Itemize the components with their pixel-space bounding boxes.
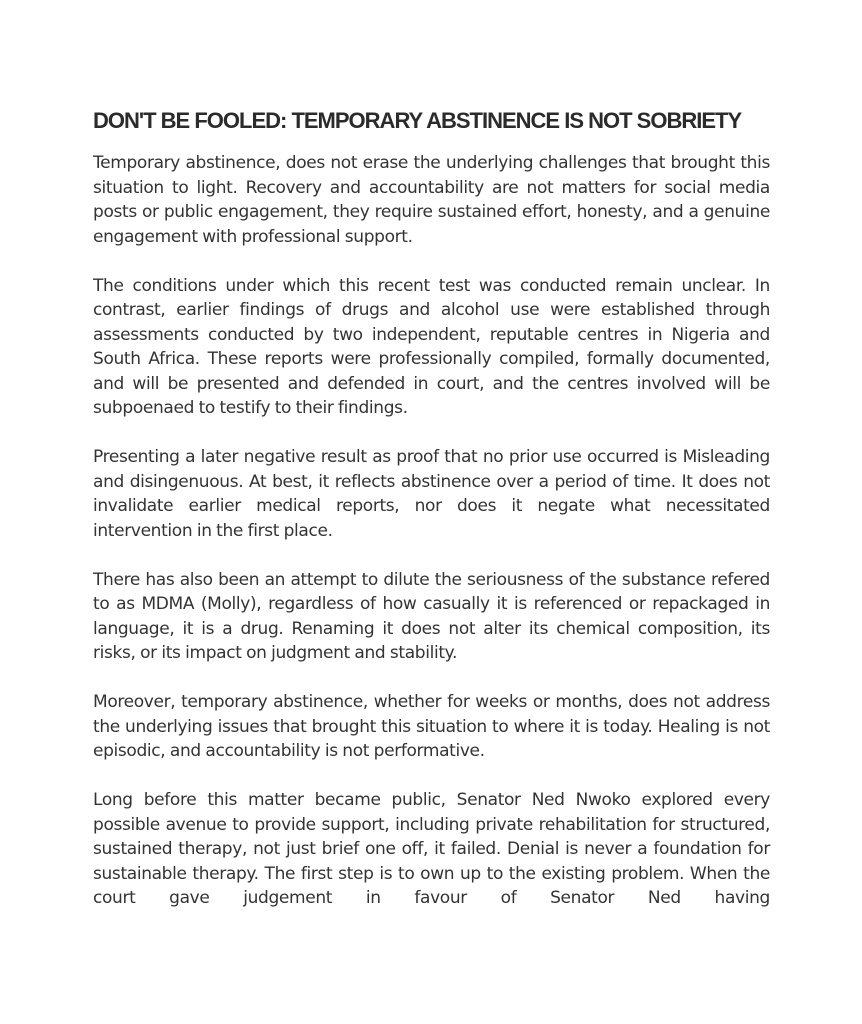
paragraph-senator-support: Long before this matter became public, Senator Ned Nwoko explored every possible avenue to provide support, including private rehabilitation for structured, sustained therapy, not just brief one off, it failed. Denial is never a foundation for sustainable therapy. The first step is to own up to the existing problem. When the court gave judgement in favour of Senator Ned having bbox=[93, 790, 770, 908]
paragraph-test-conditions: The conditions under which this recent test was conducted remain unclear. In contrast, earlier findings of drugs and alcohol use were established through assessments conducted by two independent, reputable centres in Nigeria and South Africa. These reports were professionally compiled, formally documented, and will be presented and defended in court, and the centres involved will be subpoenaed to testify to their findings. bbox=[93, 275, 770, 418]
article-body bbox=[93, 151, 770, 935]
paragraph-temporary-abstinence: Temporary abstinence, does not erase the underlying challenges that brought this situation to light. Recovery and accountability are not matters for social media posts or public engagement, they require sustained effort, honesty, and a genuine engagement with professional support. bbox=[93, 153, 770, 247]
paragraph-mdma-substance: There has also been an attempt to dilute the seriousness of the substance refered to as MDMA (Molly), regardless of how casually it is referenced or repackaged in language, it is a drug. Renaming it does not alter its chemical composition, its risks, or its impact on judgment and stability. bbox=[93, 569, 770, 663]
paragraph-underlying-issues: Moreover, temporary abstinence, whether for weeks or months, does not address the underlying issues that brought this situation to where it is today. Healing is not episodic, and accountability is not performative. bbox=[93, 692, 770, 761]
paragraph-negative-result: Presenting a later negative result as proof that no prior use occurred is Misleading and disingenuous. At best, it reflects abstinence over a period of time. It does not invalidate earlier medical reports, nor does it negate what necessitated intervention in the first place. bbox=[93, 447, 770, 541]
article-title: DON'T BE FOOLED: TEMPORARY ABSTINENCE IS NOT SOBRIETY bbox=[93, 108, 742, 133]
